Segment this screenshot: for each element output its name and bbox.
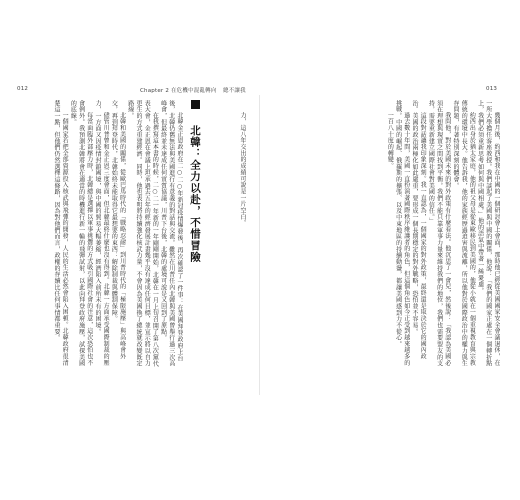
section-heading <box>188 100 203 263</box>
body-paragraph: 一個國家若把全部資源投入核武與飛彈的開發，人民的生活必然會陷入困頓。北韓政府很清楚這一點，但他們仍然選擇這條路，因為對他們而言，政權的存續比任何事情都重要。 <box>52 100 69 366</box>
left-running-title: Chapter 2 在危機中混亂轉向 <box>140 88 217 94</box>
right-page-number: 013 <box>486 86 498 92</box>
body-paragraph: 在我撰寫這本書的時候，二○二一年新的一年剛剛開始，北韓在一月上旬召開了第八次黨代表大會，金正恩在會議上坦承過去五年的經濟發展計畫幾乎沒有達成任何目標，並宣示將以自力更生的方式重建經濟。同時，他也表明將持續強化核武力量，不會因為美國換了總統就改變既定路線。 <box>126 100 159 367</box>
body-paragraph: 一百八十度的轉變。 <box>386 112 394 170</box>
body-paragraph: 我問他，對於美國未來的對外政策有什麼看法。他沉思了一會兒，然後說：「我認為美國必須在理想與現實之間找到平衡。我們不能只靠軍事力量來維持我們的地位，我們也需要盟友的支持，需要重新建立國際社會對美國的信任。」 <box>427 100 451 367</box>
left-body-text <box>18 100 183 370</box>
body-paragraph: 北韓和美國的關係，從歐巴馬時代的「戰略忍耐」到川普時代的「極限施壓」與高峰會外交，再到拜登時代，北韓始終未能取得它最想要的東西：解除制裁與體制保障。 <box>110 100 126 360</box>
body-paragraph: 儘管川普曾和金正恩三度會面，但北韓最終什麼也沒有得到。北韓一方面承受國際制裁的壓力，一方面又因疫情封鎖國境，與中國的貿易大幅萎縮，經濟陷入前所未有的困境。 <box>93 100 110 366</box>
body-paragraph: 幾個月後，約西和我在中國的一個研討會上會面，那時他已經從美國國家安全會議退休，在一所大學擔任客座教授。我們談起了美國與中國的關係，他說：「我們的國家正處在一個轉折點上，我們必須重新思考如何與中國相處。」他的語氣中帶著一絲憂慮。 <box>476 100 500 367</box>
heading-square-icon <box>191 100 200 109</box>
right-running-title: 總不讓我 <box>223 88 246 94</box>
body-paragraph: 北韓金正恩政府在二○二○年新冠疫情爆發後，再次確認了一件事：在美國拜登政府上台後，北韓仍舊無法與美國進行有意義的對話與交流。雖然在川普任內北韓與美國曾舉行過三次高峰會，但最終並未達成任何實質協議，川普下台後，北韓的處境可說是又回到了原點。 <box>159 100 183 367</box>
right-body-text <box>280 100 500 370</box>
body-paragraph: 約西出身於猶太家庭，他的祖父母是從東歐移民到美國的，他從小就在一個重視教育與宗教傳統的環境中長大。他告訴我，他的家族經歷過迫害與流離，所以他對於國際政治中的權力與生存問題，有著特別深刻的體會。 <box>451 100 476 367</box>
left-column-continuation <box>218 100 246 370</box>
section-heading-text: 北韓：全力以赴，不惜冒險 <box>189 125 201 263</box>
continuation-paragraph: 力，這八年交出的成績可說是一片空白。 <box>239 112 246 227</box>
body-paragraph: 過去數十年間，美國一直扮演著國際秩序維護者的角色，但這個角色如今正受到越來越多的挑戰。中國的崛起、俄羅斯的擴張、以及中東地區的持續動盪，都讓美國感到力不從心。 <box>394 100 410 366</box>
left-page-number: 012 <box>17 86 29 92</box>
body-paragraph: 這段對話讓我印象深刻。我一直認為，一個國家的對外政策，最終還是取決於它的國內政治。美國的政治兩極化如此嚴重，要形成一個長期穩定的對外戰略，恐怕並不容易。 <box>410 100 427 360</box>
body-paragraph: 每當面臨外部壓力時，北韓總是選擇以軍事挑釁的方式吸引國際社會的注意，這次恐怕也不會例外。我預測北韓將會在適當的時機進行新一輪的飛彈試射，以此向拜登政府施壓，試探美國的底線。 <box>69 100 93 367</box>
